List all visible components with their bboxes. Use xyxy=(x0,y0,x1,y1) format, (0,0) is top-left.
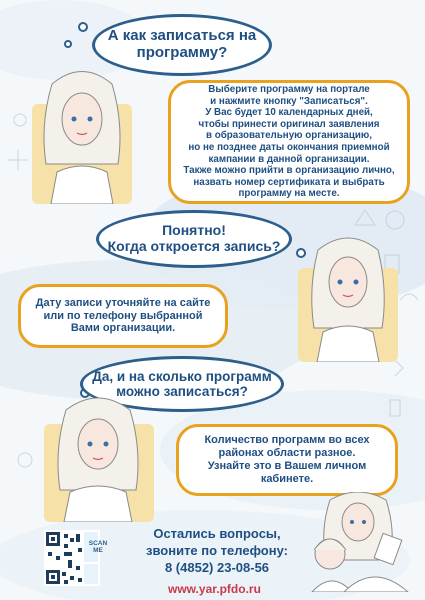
girl-illustration xyxy=(34,392,164,522)
answer-3-line: кабинете. xyxy=(260,472,314,485)
answer-box-1 xyxy=(168,80,410,204)
mother-child-illustration xyxy=(300,492,410,592)
footer-phone[interactable]: 8 (4852) 23-08-56 xyxy=(164,559,270,575)
answer-3-line: Узнайте это в Вашем личном xyxy=(207,460,367,472)
question-2-line: Когда откроется запись? xyxy=(107,238,281,254)
girl-illustration xyxy=(290,232,405,362)
answer-1-line: но не позднее даты окончания приемной xyxy=(188,142,390,153)
question-1-line: А как записаться на xyxy=(107,27,257,45)
qr-code[interactable] xyxy=(44,530,100,586)
question-bubble-2 xyxy=(96,210,292,268)
answer-1-line: чтобы принести оригинал заявления xyxy=(198,118,380,130)
answer-1-line: У Вас будет 10 календарных дней, xyxy=(205,107,373,119)
footer-question-line: Остались вопросы, xyxy=(153,526,281,541)
girl-illustration xyxy=(22,64,142,204)
answer-2-line: Дату записи уточняйте на сайте xyxy=(35,296,211,309)
answer-1-line: программу на месте. xyxy=(238,188,340,200)
answer-box-2 xyxy=(18,284,228,348)
answer-2-line: Вами организации. xyxy=(70,322,176,335)
answer-1-line: назвать номер сертификата и выбрать xyxy=(193,176,385,188)
bubble-tail-dot xyxy=(78,22,88,32)
answer-3-line: районах области разное. xyxy=(218,447,356,460)
footer-contact xyxy=(132,526,302,577)
question-2-line: Понятно! xyxy=(162,222,226,239)
question-3-line: можно записаться? xyxy=(116,384,248,399)
answer-3-line: Количество программ во всех xyxy=(204,434,370,447)
answer-2-line: или по телефону выбранной xyxy=(43,309,203,322)
footer-website-link[interactable]: www.yar.pfdo.ru xyxy=(168,582,261,596)
answer-1-line: кампании в данной организации. xyxy=(208,153,370,165)
answer-1-line: Выберите программу на портале xyxy=(208,84,370,96)
qr-label: SCAN ME xyxy=(88,540,108,555)
answer-1-line: и нажмите кнопку "Записаться". xyxy=(210,95,368,107)
answer-1-line: в образовательную организацию, xyxy=(206,130,372,142)
footer-question-line: звоните по телефону: xyxy=(146,542,288,558)
question-3-line: Да, и на сколько программ xyxy=(92,368,272,384)
bubble-tail-dot xyxy=(64,40,72,48)
answer-box-3 xyxy=(176,424,398,496)
answer-1-line: Также можно прийти в организацию лично, xyxy=(183,165,395,177)
question-1-line: программу? xyxy=(136,44,228,61)
